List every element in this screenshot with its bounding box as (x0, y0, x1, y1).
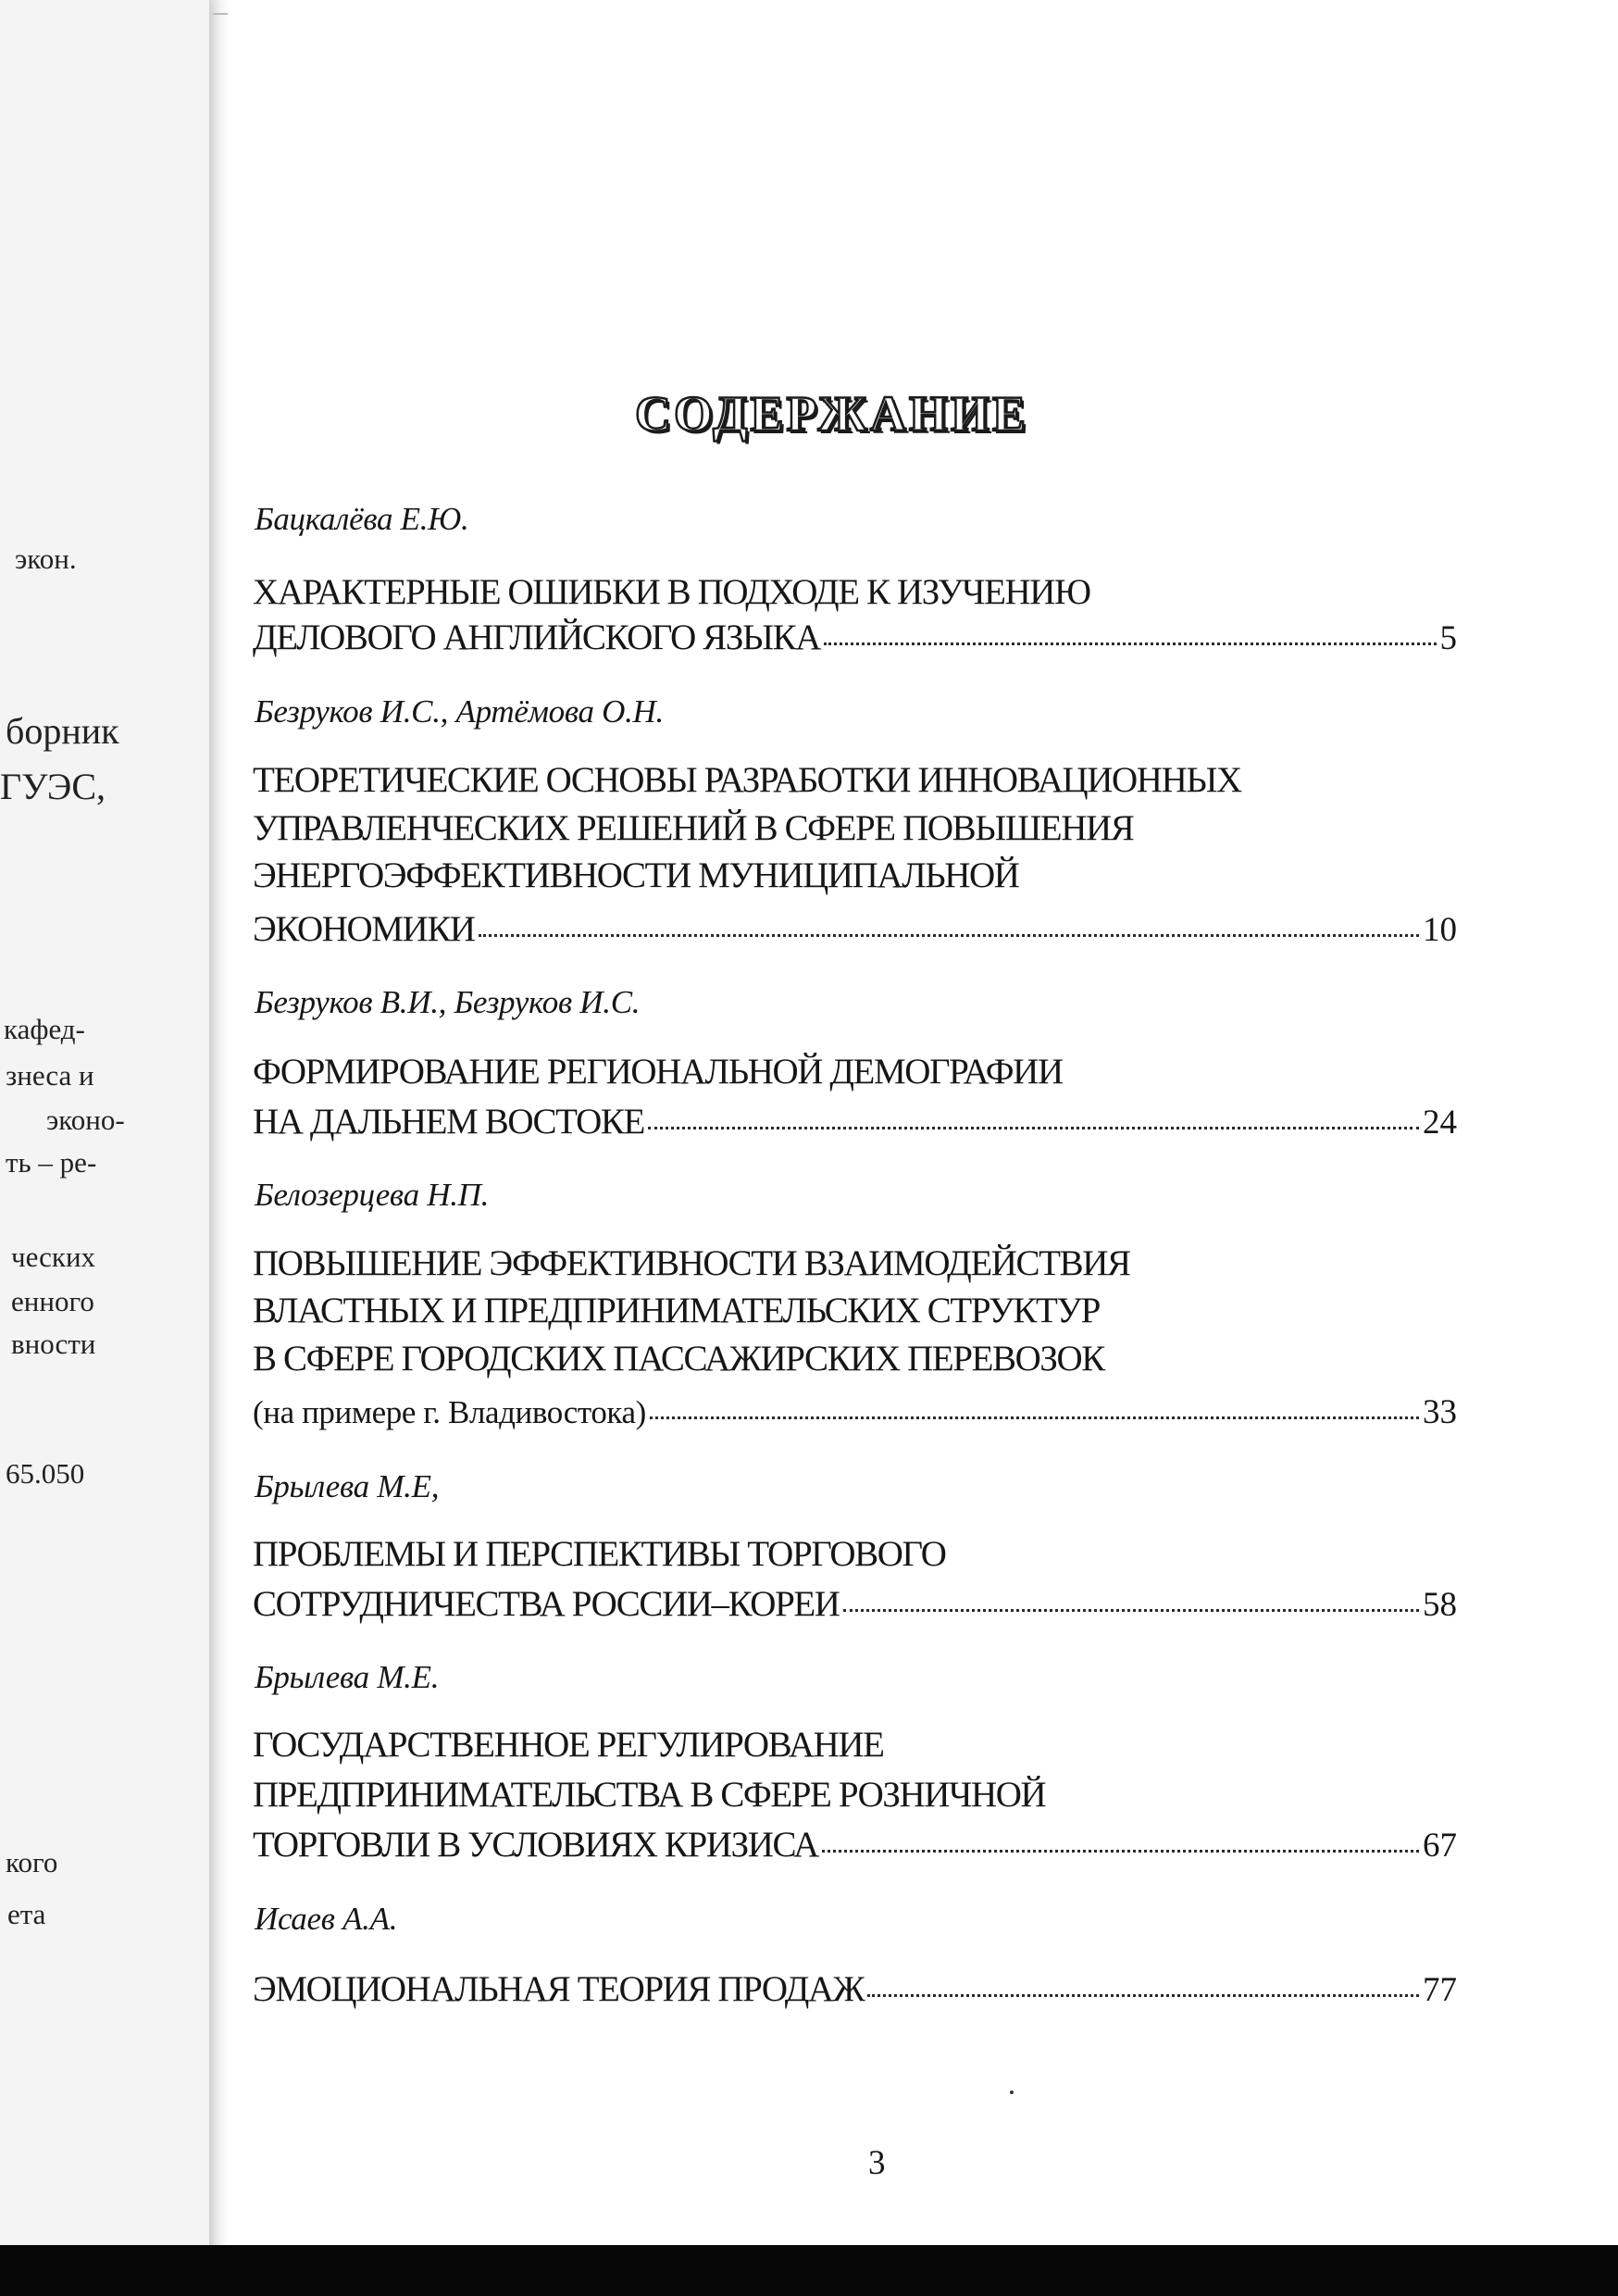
left-page-fragment: кого (6, 1846, 58, 1878)
dot-leader (648, 1127, 1419, 1129)
toc-entry-page: 33 (1423, 1393, 1457, 1431)
dot-leader (843, 1609, 1419, 1612)
left-page-fragment: ГУЭС, (0, 766, 106, 807)
dot-leader (650, 1416, 1419, 1419)
toc-entry-title-line: ДЕЛОВОГО АНГЛИЙСКОГО ЯЗЫКА (253, 618, 820, 657)
toc-entry-title-line: ПОВЫШЕНИЕ ЭФФЕКТИВНОСТИ ВЗАИМОДЕЙСТВИЯ (253, 1243, 1130, 1283)
left-page-fragment: эконо- (46, 1104, 125, 1136)
toc-entry-author: Бацкалёва Е.Ю. (255, 501, 469, 537)
toc-entry-title-line: ТОРГОВЛИ В УСЛОВИЯХ КРИЗИСА (253, 1825, 818, 1865)
toc-entry-title-line: В СФЕРЕ ГОРОДСКИХ ПАССАЖИРСКИХ ПЕРЕВОЗОК (253, 1339, 1104, 1379)
toc-entry-author: Безруков В.И., Безруков И.С. (255, 984, 641, 1020)
toc-entry-last-line (253, 1827, 1457, 1863)
toc-entry-author: Безруков И.С., Артёмова О.Н. (255, 693, 664, 730)
left-page-fragment: экон. (15, 543, 77, 575)
toc-entry-page: 5 (1439, 619, 1457, 657)
left-page-fragment: ть – ре- (6, 1146, 97, 1179)
toc-entry-last-line (253, 1586, 1457, 1622)
dot-leader (822, 1850, 1419, 1853)
toc-entry-title-line: ВЛАСТНЫХ И ПРЕДПРИНИМАТЕЛЬСКИХ СТРУКТУР (253, 1291, 1100, 1330)
toc-entry-last-line (253, 1971, 1457, 2007)
left-page-edge (0, 0, 209, 2279)
top-edge-mark (213, 13, 228, 15)
toc-heading: СОДЕРЖАНИЕ (635, 386, 1028, 442)
dot-leader (867, 1994, 1419, 1997)
toc-entry-title-line: УПРАВЛЕНЧЕСКИХ РЕШЕНИЙ В СФЕРЕ ПОВЫШЕНИЯ (253, 808, 1134, 848)
toc-entry-page: 77 (1423, 1971, 1457, 2009)
toc-entry-title-line: ЭКОНОМИКИ (253, 909, 475, 949)
toc-entry-page: 58 (1423, 1586, 1457, 1624)
page-number: 3 (868, 2144, 886, 2182)
toc-entry-page: 10 (1423, 911, 1457, 949)
page-gutter-shadow (209, 0, 230, 2279)
toc-entry-page: 67 (1423, 1827, 1457, 1865)
toc-entry-title-line: (на примере г. Владивостока) (253, 1394, 646, 1430)
toc-entry-title-line: СОТРУДНИЧЕСТВА РОССИИ–КОРЕИ (253, 1584, 840, 1624)
dot-leader (824, 643, 1437, 645)
toc-entry-title-line: ХАРАКТЕРНЫЕ ОШИБКИ В ПОДХОДЕ К ИЗУЧЕНИЮ (253, 572, 1090, 612)
dot-leader (479, 934, 1419, 937)
left-page-fragment: кафед- (4, 1013, 85, 1045)
scan-speck (1010, 2090, 1014, 2094)
toc-entry-author: Брылева М.Е, (255, 1468, 440, 1504)
left-page-fragment: вности (11, 1328, 96, 1360)
toc-entry-title-line: ЭМОЦИОНАЛЬНАЯ ТЕОРИЯ ПРОДАЖ (253, 1969, 865, 2009)
toc-entry-title-line: ПРЕДПРИНИМАТЕЛЬСТВА В СФЕРЕ РОЗНИЧНОЙ (253, 1775, 1046, 1815)
toc-entry-author: Брылева М.Е. (255, 1659, 440, 1695)
toc-entry-author: Белозерцева Н.П. (255, 1177, 490, 1213)
toc-entry-last-line (253, 1104, 1457, 1140)
toc-entry-title-line: ФОРМИРОВАНИЕ РЕГИОНАЛЬНОЙ ДЕМОГРАФИИ (253, 1052, 1063, 1092)
left-page-fragment: 65.050 (6, 1457, 85, 1490)
toc-entry-title-line: ТЕОРЕТИЧЕСКИЕ ОСНОВЫ РАЗРАБОТКИ ИННОВАЦИОННЫХ (253, 760, 1241, 800)
left-page-fragment: ета (7, 1898, 46, 1930)
toc-entry-page: 24 (1423, 1104, 1457, 1142)
left-page-fragment: енного (11, 1285, 94, 1317)
scan-bottom-border (0, 2245, 1618, 2296)
left-page-fragment: борник (6, 710, 119, 752)
toc-entry-last-line (253, 619, 1457, 655)
toc-entry-title-line: НА ДАЛЬНЕМ ВОСТОКЕ (253, 1102, 644, 1142)
toc-entry-title-line: ГОСУДАРСТВЕННОЕ РЕГУЛИРОВАНИЕ (253, 1725, 884, 1765)
toc-entry-title-line: ЭНЕРГОЭФФЕКТИВНОСТИ МУНИЦИПАЛЬНОЙ (253, 855, 1019, 895)
left-page-fragment: знеса и (6, 1059, 94, 1092)
toc-entry-title-line: ПРОБЛЕМЫ И ПЕРСПЕКТИВЫ ТОРГОВОГО (253, 1534, 946, 1574)
toc-entry-last-line (253, 1395, 1457, 1429)
left-page-fragment: ческих (11, 1241, 96, 1273)
toc-entry-last-line (253, 911, 1457, 947)
toc-entry-author: Исаев А.А. (255, 1901, 398, 1937)
